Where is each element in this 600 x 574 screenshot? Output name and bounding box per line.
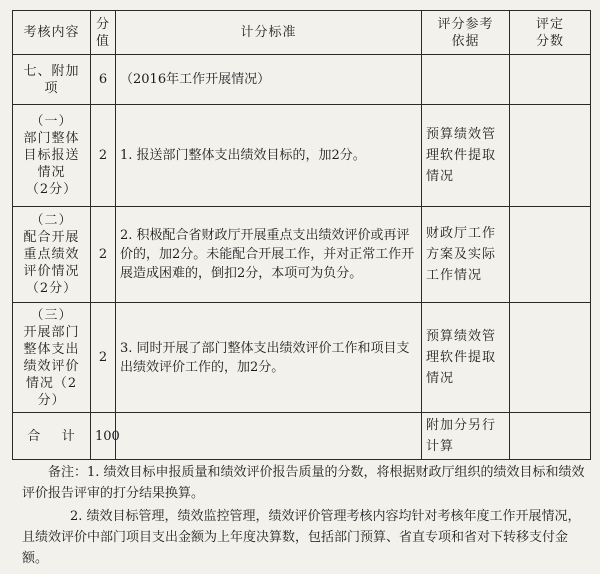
standard-cell: 2. 积极配合省财政厅开展重点支出绩效评价或再评价的，加2分。未能配合开展工作，并对正常工作开展造成困难的，倒扣2分，本项可为负分。	[116, 207, 422, 303]
header-standard: 计分标准	[116, 11, 422, 55]
total-row	[13, 413, 591, 460]
score-cell: 2	[91, 105, 116, 207]
rating-cell	[510, 303, 591, 413]
rating-cell	[510, 413, 591, 460]
header-content: 考核内容	[13, 11, 91, 55]
header-row	[13, 11, 591, 55]
standard-cell: 3. 同时开展了部门整体支出绩效评价工作和项目支出绩效评价工作的，加2分。	[116, 303, 422, 413]
note-1: 备注：1. 绩效目标申报质量和绩效评价报告质量的分数，将根据财政厅组织的绩效目标和绩效评价报告评审的打分结果换算。	[22, 465, 585, 501]
rating-cell	[510, 207, 591, 303]
basis-cell: 预算绩效管 理软件提取 情况	[422, 105, 510, 207]
score-cell: 6	[91, 55, 116, 105]
standard-cell: 1. 报送部门整体支出绩效目标的，加2分。	[116, 105, 422, 207]
basis-cell: 财政厅工作 方案及实际 工作情况	[422, 207, 510, 303]
assessment-table	[12, 10, 591, 460]
table-row	[13, 55, 591, 105]
content-cell: 七、附加 项	[13, 55, 91, 105]
score-cell: 100	[91, 413, 116, 460]
header-score: 分 值	[91, 11, 116, 55]
table-row	[13, 105, 591, 207]
rating-cell	[510, 105, 591, 207]
content-cell: （三） 开展部门 整体支出 绩效评价 情况（2 分）	[13, 303, 91, 413]
score-cell: 2	[91, 207, 116, 303]
header-basis: 评分参考 依据	[422, 11, 510, 55]
table-row	[13, 207, 591, 303]
basis-cell: 预算绩效管 理软件提取 情况	[422, 303, 510, 413]
content-cell: 合 计	[13, 413, 91, 460]
notes-section	[22, 462, 588, 571]
standard-cell: （2016年工作开展情况）	[116, 55, 422, 105]
content-cell: （一） 部门整体 目标报送 情况 （2分）	[13, 105, 91, 207]
rating-cell	[510, 55, 591, 105]
standard-cell	[116, 413, 422, 460]
basis-cell: 附加分另行 计算	[422, 413, 510, 460]
score-cell: 2	[91, 303, 116, 413]
header-rating: 评定 分数	[510, 11, 591, 55]
basis-cell	[422, 55, 510, 105]
table-row	[13, 303, 591, 413]
note-2: 2. 绩效目标管理，绩效监控管理，绩效评价管理考核内容均针对考核年度工作开展情况，且绩效评价中部门项目支出金额为上年度决算数，包括部门预算、省直专项和省对下转移支付金额。	[22, 509, 581, 566]
content-cell: （二） 配合开展 重点绩效 评价情况 （2分）	[13, 207, 91, 303]
